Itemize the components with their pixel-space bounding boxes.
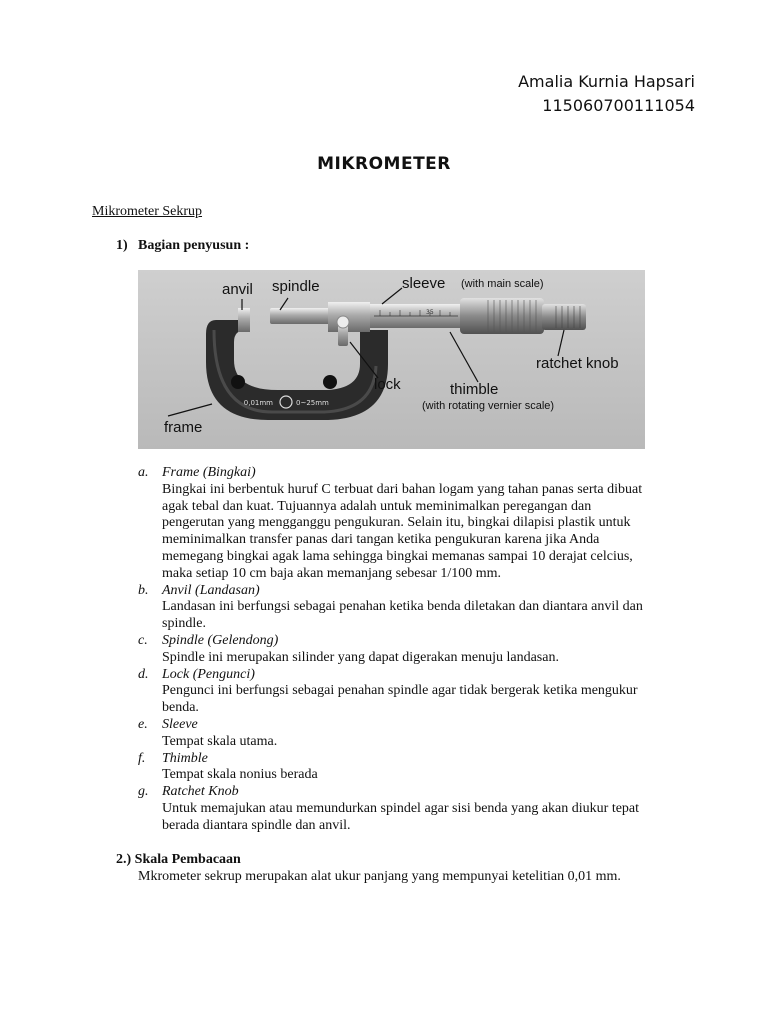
- section1-number: 1): [116, 238, 128, 253]
- subtitle: Mikrometer Sekrup: [92, 204, 203, 219]
- part-letter: c.: [138, 632, 148, 648]
- thimble-shape: [460, 298, 544, 334]
- page-title: MIKROMETER: [317, 154, 451, 174]
- part-description-line: Spindle ini merupakan silinder yang dapat digerakan menuju landasan.: [162, 649, 559, 665]
- label-ratchet: ratchet knob: [536, 355, 619, 372]
- part-name: Anvil (Landasan): [162, 582, 260, 598]
- list-item: [138, 751, 708, 785]
- label-lock: lock: [374, 376, 401, 393]
- part-description-line: Tempat skala nonius berada: [162, 767, 318, 783]
- section1-heading: [116, 238, 249, 254]
- label-sleeve-note: (with main scale): [461, 278, 544, 290]
- micrometer-photo: [138, 270, 645, 449]
- part-letter: g.: [138, 784, 149, 800]
- part-description-line: spindle.: [162, 616, 206, 632]
- label-sleeve: sleeve: [402, 275, 446, 292]
- scale-number: 35: [426, 309, 434, 316]
- part-letter: b.: [138, 582, 149, 598]
- list-item: [138, 784, 708, 834]
- author-id: 115060700111054: [542, 96, 695, 115]
- frame-marking: 0,01mm: [243, 399, 273, 407]
- part-letter: a.: [138, 465, 149, 480]
- author-name: Amalia Kurnia Hapsari: [518, 72, 695, 91]
- part-description-line: agak tebal dan kuat. Tujuannya adalah untuk meminimalkan peregangan dan: [162, 498, 592, 514]
- part-description-line: memegang bingkai agak lama sehingga bingkai memanas sampai 10 derajat celcius,: [162, 548, 633, 564]
- label-thimble-note: (with rotating vernier scale): [422, 400, 555, 412]
- part-description-line: benda.: [162, 700, 199, 716]
- part-description-line: berada diantara spindle dan anvil.: [162, 817, 351, 833]
- label-spindle: spindle: [272, 278, 320, 295]
- part-name: Spindle (Gelendong): [162, 632, 279, 648]
- label-frame: frame: [164, 419, 203, 436]
- parts-list: [138, 465, 708, 835]
- part-letter: f.: [138, 750, 146, 766]
- frame-range: 0~25mm: [296, 399, 329, 407]
- part-name: Thimble: [162, 750, 208, 766]
- part-description-line: Pengunci ini berfungsi sebagai penahan spindle agar tidak bergerak ketika mengukur: [162, 683, 638, 699]
- anvil-shape: [238, 308, 250, 332]
- part-description-line: maka setiap 10 cm baja akan memanjang sebesar 1/100 mm.: [162, 565, 502, 581]
- part-description-line: Tempat skala utama.: [162, 733, 278, 749]
- section2-text: Mkrometer sekrup merupakan alat ukur panjang yang mempunyai ketelitian 0,01 mm.: [138, 869, 621, 884]
- part-name: Ratchet Knob: [162, 784, 239, 800]
- part-description-line: meminimalkan transfer panas dari tangan ketika pengukuran karena jika Anda: [162, 532, 600, 548]
- list-item: [138, 583, 708, 633]
- part-description-line: Untuk memajukan atau memundurkan spindel agar sisi benda yang akan diukur tepat: [162, 800, 640, 816]
- part-description-line: Bingkai ini berbentuk huruf C terbuat dari bahan logam yang tahan panas serta dibuat: [162, 481, 643, 497]
- list-item: [138, 717, 708, 751]
- section2-heading: 2.) Skala Pembacaan: [116, 852, 241, 867]
- part-letter: e.: [138, 716, 148, 732]
- list-item: [138, 465, 708, 583]
- label-thimble: thimble: [450, 381, 499, 398]
- part-letter: d.: [138, 666, 149, 682]
- ratchet-shape: [542, 304, 586, 330]
- author-block: [518, 70, 695, 118]
- part-description-line: pengerutan yang mengganggu pengukuran. Selain itu, bingkai dilapisi plastik untuk: [162, 515, 631, 531]
- list-item: [138, 667, 708, 717]
- part-name: Lock (Pengunci): [162, 666, 255, 682]
- section1-label: Bagian penyusun :: [138, 238, 250, 253]
- part-name: Sleeve: [162, 716, 198, 732]
- label-anvil: anvil: [222, 281, 253, 298]
- list-item: [138, 633, 708, 667]
- part-description-line: Landasan ini berfungsi sebagai penahan ketika benda diletakan dan diantara anvil dan: [162, 599, 643, 615]
- part-name: Frame (Bingkai): [162, 465, 256, 480]
